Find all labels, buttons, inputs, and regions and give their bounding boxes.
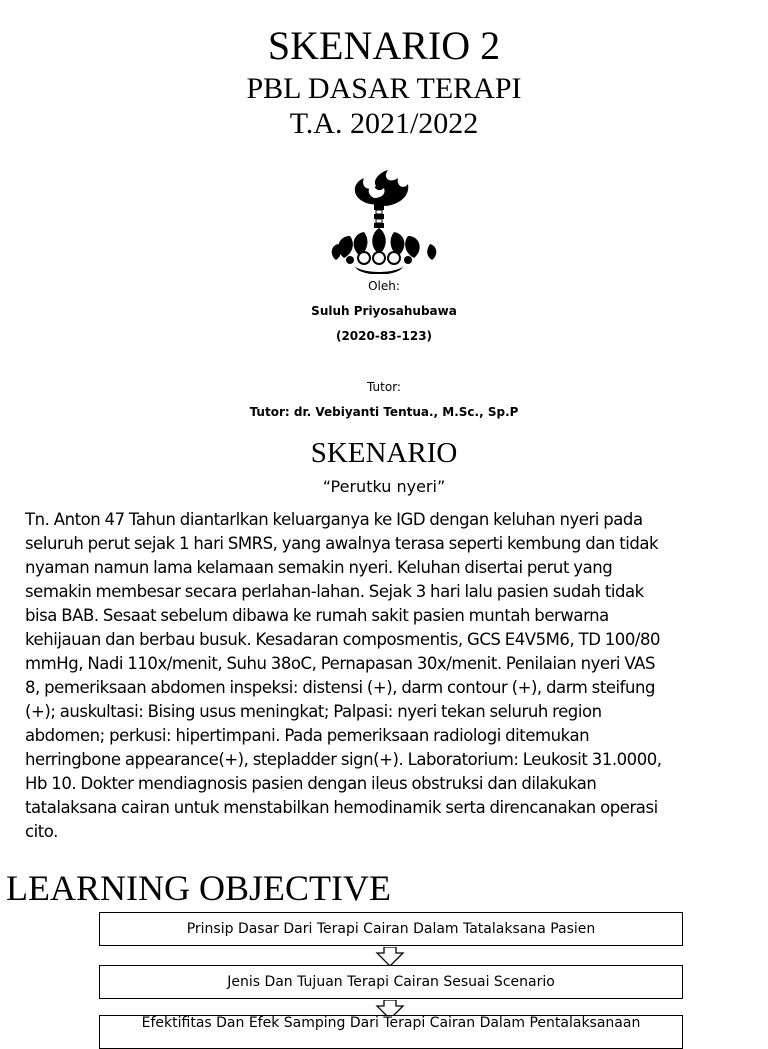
scenario-line: kehijauan dan berbau busuk. Kesadaran composmentis, GCS E4V5M6, TD 100/80 <box>25 630 661 649</box>
scenario-line: herringbone appearance(+), stepladder sign(+). Laboratorium: Leukosit 31.0000, <box>25 750 662 769</box>
scenario-line: mmHg, Nadi 110x/menit, Suhu 38oC, Pernapasan 30x/menit. Penilaian nyeri VAS <box>25 654 656 673</box>
scenario-line: Tn. Anton 47 Tahun diantarlkan keluarganya ke IGD dengan keluhan nyeri pada <box>25 510 643 529</box>
tutor-line: Tutor: dr. Vebiyanti Tentua., M.Sc., Sp.P <box>249 405 519 419</box>
scenario-line: semakin membesar secara perlahan-lahan. Sejak 3 hari lalu pasien sudah tidak <box>25 582 644 601</box>
scenario-line: seluruh perut sejak 1 hari SMRS, yang awalnya terasa seperti kembung dan tidak <box>25 534 659 553</box>
author-student-id: (2020-83-123) <box>335 329 433 343</box>
scenario-line: nyaman namun lama kelamaan semakin nyeri. Keluhan disertai perut yang <box>25 558 613 577</box>
tutor-label: Tutor: <box>367 380 401 394</box>
scenario-paragraph <box>25 508 765 844</box>
document-subtitle: PBL DASAR TERAPI <box>246 72 522 105</box>
author-label: Oleh: <box>368 279 400 293</box>
scenario-heading: SKENARIO <box>310 437 458 469</box>
academic-year: T.A. 2021/2022 <box>289 107 479 140</box>
author-name: Suluh Priyosahubawa <box>311 304 457 318</box>
learning-objective-heading: LEARNING OBJECTIVE <box>6 868 391 908</box>
scenario-line: abdomen; perkusi: hipertimpani. Pada pemeriksaan radiologi ditemukan <box>25 726 590 745</box>
document-title: SKENARIO 2 <box>267 23 501 68</box>
scenario-line: cito. <box>25 822 58 841</box>
scenario-line: Hb 10. Dokter mendiagnosis pasien dengan ileus obstruksi dan dilakukan <box>25 774 597 793</box>
learning-objective-item-3: Efektifitas Dan Efek Samping Dari Terapi Cairan Dalam Pentalaksanaan <box>99 1015 683 1049</box>
arrow-down-icon <box>375 947 405 967</box>
learning-objective-item-1: Prinsip Dasar Dari Terapi Cairan Dalam Tatalaksana Pasien <box>99 912 683 946</box>
torch-lotus-emblem-icon <box>330 170 438 274</box>
scenario-line: bisa BAB. Sesaat sebelum dibawa ke rumah sakit pasien muntah berwarna <box>25 606 609 625</box>
scenario-subtitle: “Perutku nyeri” <box>322 477 446 496</box>
scenario-line: tatalaksana cairan untuk menstabilkan hemodinamik serta direncanakan operasi <box>25 798 658 817</box>
scenario-line: 8, pemeriksaan abdomen inspeksi: distensi (+), darm contour (+), darm steifung <box>25 678 656 697</box>
learning-objective-item-2: Jenis Dan Tujuan Terapi Cairan Sesuai Scenario <box>99 965 683 999</box>
scenario-line: (+); auskultasi: Bising usus meningkat; Palpasi: nyeri tekan seluruh region <box>25 702 602 721</box>
